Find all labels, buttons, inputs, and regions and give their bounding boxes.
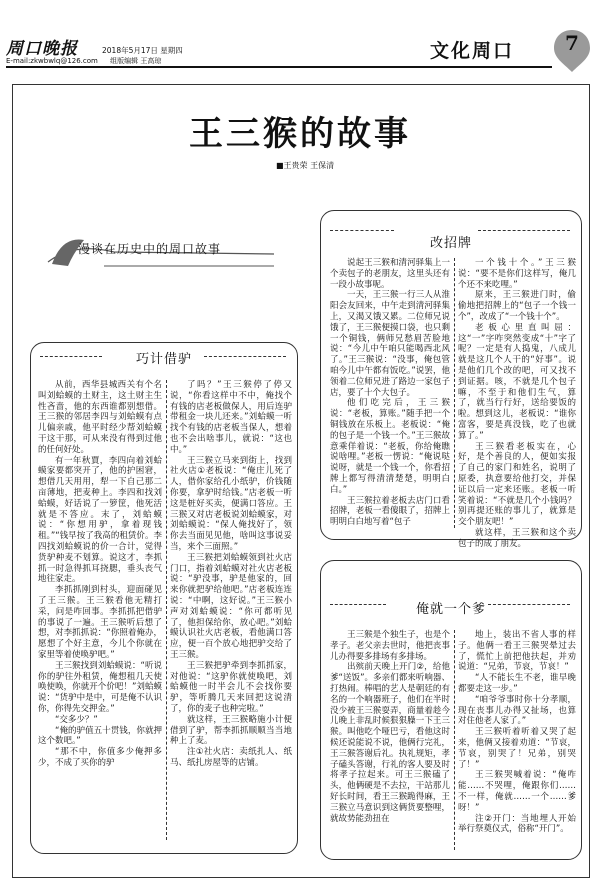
- paragraph: 王三猴拉着老板去店门口看招牌，老板一看傻眼了，招牌上明明白白地写着“包子: [330, 495, 450, 528]
- paragraph: 老板心里直叫屈：这“一”字咋突然变成“十”字了呢？一定是有人捣鬼，八成儿就是这几个人干的“好事”。说是他们几个改的吧，可又找不到证据。咳，不就是几个包子嘛，不至于和他们生气，算了，就当行行好，送给要饭的啦。想到这儿，老板说：“谁你富客，要是真没钱，吃了也就算了。”: [458, 322, 576, 441]
- contact-email: E-mail:zkwbwlq@126.com: [6, 57, 98, 65]
- paragraph: “交多少？”: [55, 714, 98, 725]
- paragraph: 有一年秋賈，李四向着刘蛤蟆家要都突开了，他的护困窘，想借几天用用，犁一下自己那二亩薄地，把麦种上。李四和找刘蛤蟆，好话说了一箩筐，他死活就是不答应。末了，刘蛤蟆说：“你想用驴，拿着现钱租。”“钱早按了我高的租赁价。李四找刘蛤蟆说的价一合计，觉得货驴种麦不划算。说这才，李抓抓一时急得抓耳挠腮，垂头丧气地往家走。: [38, 455, 162, 585]
- paragraph: 王三猴立马来到街上，找到社火店①老板说：“俺庄儿死了人，借你家给孔小纸驴，价钱随你要，拿驴时给钱。”店老板一听这是桩好买卖，便满口答应。王三猴又对店老板说刘蛤蟆家，对刘蛤蟆说：“保人俺找好了，领你去当面见见他，啥叫这事说妥当，来个三面照。”: [170, 455, 292, 552]
- paragraph: 王三猴是个独生子，也是个孝子。老父亲去世时，他把丧事儿办得要多排场有多排场。: [330, 630, 450, 662]
- column-banner: 漫谈在历史中的周口故事: [78, 242, 222, 256]
- paragraph: 王三猴找到刘蛤蟆说：“听说你的驴往外租赁，俺想租几天使唤使唤，你就开个价吧！”刘蛤蟆说：“货驴中是中，可是俺不认识你，你得先交押金。”: [38, 660, 162, 714]
- byline: ■王贵荣 王保清: [276, 161, 335, 170]
- paragraph: 了吗？”王三猴停了停又说，“你看这样中不中，俺找个有钱的店老板做保人，用后连驴带租金一块儿还来。”刘蛤蟆一听找个有钱的店老板当保人，想着也不会出啥事儿，就说：“这也中。”: [170, 380, 292, 455]
- paper-name: 周口晚报: [6, 39, 78, 59]
- paragraph: 王三猴听着听着又哭了起来，他俩又接着劝道：“节哀，节哀，别哭了！兄弟，别哭了！”: [458, 727, 576, 770]
- story-title: 改招牌: [429, 236, 472, 251]
- issue-date: 2018年5月17日 星期四: [102, 46, 183, 55]
- paragraph: 王三猴哭喊着说：“俺咋能……不哭哩，俺跟你们……不一样，俺就……一个……爹呀！”: [458, 770, 576, 813]
- paragraph: 就这样，王三猴略施小计便借到了驴，帮李抓抓顺顺当当地种上了麦。: [170, 714, 292, 747]
- section-title: 文化周口: [430, 40, 515, 62]
- column-divider: [166, 380, 167, 840]
- paragraph: 他们吃完后，王三猴说：“老板，算账。”随手把一个铜钱放在乐板上。老板说：“俺的包子是一个钱一个。”王三猴故意乘佯着说：“老板，你给俺瞧说啥哩。”老板一愣说：“俺说哒说呀，就是一个钱一个，你看招牌上都写得清清楚楚，明明白白。”: [330, 398, 450, 495]
- paragraph: 出殡前天晚上开门②，给他爹“送饭”。多亲们都来听响器、打热闹。棒唱的艺人是朝廷的有名的一个响器班子，他们在半时没少被王三猴耍弄，商量着趁今儿晚上非乱时候狠狠臊一下王三猴。叫他吃个哑巴亏，看他这时候还说能说不说，他俩行完礼，王三猴答谢后礼。执礼规矩，孝子磕头答谢，行礼的客人要及时将孝子拉起来。可王三猴磕了头，他俩硬是不去拉，干站那儿好长时间，看王三猴跪得麻，王三猴立马意识到这俩货要整哩，就故势能劲扭在: [330, 662, 450, 824]
- paragraph: “那不中，你值多少俺押多少，不成了买你的驴: [38, 747, 162, 768]
- paragraph: “人不能长生不老，谁早晚都要走这一步。”: [458, 673, 576, 694]
- story3-column-1: [330, 630, 450, 852]
- title-dash-left: [330, 230, 394, 231]
- paragraph: 地上，装出不省人事的样子。他俩一看王三猴哭晕过去了，慌忙上前把他扶起，并劝说道：“兄弟，节哀，节哀！”: [458, 630, 576, 673]
- editor-credit: 组版编辑 王高琼: [110, 57, 162, 65]
- title-dash-right: [478, 230, 570, 231]
- paragraph: 王三猴看老板实在，心好，是个善良的人，便如实报了自己的家门和姓名，说明了原委，执意要给他打交，并保证以后一定来还账。老板一听笑着说：“不就是几个小钱吗？别再提还账的事儿了，就算是交个朋友吧！”: [458, 441, 576, 528]
- header-rule: [6, 66, 552, 68]
- paragraph: 王三猴把刘蛤蟆领到社火店门口，指着刘蛤蟆对社火店老板说：“驴没事，驴是他家的，回来你就把驴给他吧。”店老板连连说：“中啊，这好说。”王三猴小声对刘蛤蟆说：“你可都听见了，他担保给你，放心吧。”刘蛤蟆认识社火店老板，看他满口答应，便一百个放心地把驴交给了王三猴。: [170, 552, 292, 660]
- story-title: 俺就一个爹: [415, 602, 486, 617]
- paragraph: 就这样，王三猴和这个卖包子的成了朋友。: [458, 527, 576, 549]
- paragraph: 一个钱十个。”王三猴说：“要不是你们这样写，俺几个还不来吃哩。”: [458, 258, 576, 290]
- paragraph: 王三猴把驴牵到李抓抓家，对他说：“这驴你就使唤吧，刘蛤蟆他一时半会儿不会找你要驴，等听腾几天来回把这说清了，你的麦子也种完啦。”: [170, 660, 292, 714]
- story3-column-2: [458, 630, 576, 852]
- story1-column-2: [170, 380, 292, 842]
- paragraph: 注②开门：当地埋人开始举行祭奠仪式，俗称“开门”。: [458, 813, 576, 835]
- masthead-info: [6, 56, 161, 66]
- article-title: 王三猴的故事: [189, 114, 411, 154]
- paragraph: 李抓抓刚到村头，迎面碰见了王三猴。王三猴看他无精打采，问是咋回事。李抓抓把借驴的事说了一遍。王三猴听后想了想，对李抓抓说：“你照着俺办，愿想了个好主意，今儿个你就在家里等着使唤驴吧。”: [38, 585, 162, 660]
- story1-column-1: [38, 380, 162, 842]
- paragraph: 说起王三猴和清河驿集上一个卖包子的老朋友，这里头还有一段小故事呢。: [330, 258, 450, 290]
- paragraph: “咱爷爷事时你十分孝顺，现在丧事儿办得又扯场，也算对住他老人家了。”: [458, 694, 576, 727]
- paragraph: 从前，西华县城西关有个名叫刘蛤蟆的土财主，这土财主生性吝啬，他的东西谁都别想借。王三猴的邻居李四与刘蛤蟆有点儿偏亲戚，他平时经少帮刘蛤蟆干这干那，可从来没有得到过他的任何好处。: [38, 380, 162, 455]
- column-divider: [454, 258, 455, 528]
- story2-column-2: [458, 258, 576, 549]
- paragraph: 原来，王三猴进门时，偷偷地把招牌上的“包子一个钱一个”，改成了“一个钱十个”。: [458, 290, 576, 322]
- page-number: 7: [565, 31, 579, 55]
- paragraph: “俺的驴值五十贯钱，你就押这个数吧。”: [38, 725, 162, 747]
- story2-column-1: [330, 258, 450, 530]
- paragraph: 一天，王三猴一行三人从淮阳会友回来，中午走到清河驿集上，又渴又饿又累。二位师兄说饿了，王三猴便摸口袋，也只剩一个铜钱，俩师兄愁眉苦脸地说：“今儿中午咱只能喝西北风了。”王三猴说：“没事，俺包管咱今儿中午都有饭吃。”说罢，他领着二位师兄进了路边一家包子店，要了十个大包子。: [330, 290, 450, 398]
- column-divider: [454, 630, 455, 850]
- story-title: 巧计借驴: [135, 352, 192, 367]
- paragraph: 注①社火店：卖纸扎人、纸马、纸扎房屋等的店铺。: [170, 747, 292, 768]
